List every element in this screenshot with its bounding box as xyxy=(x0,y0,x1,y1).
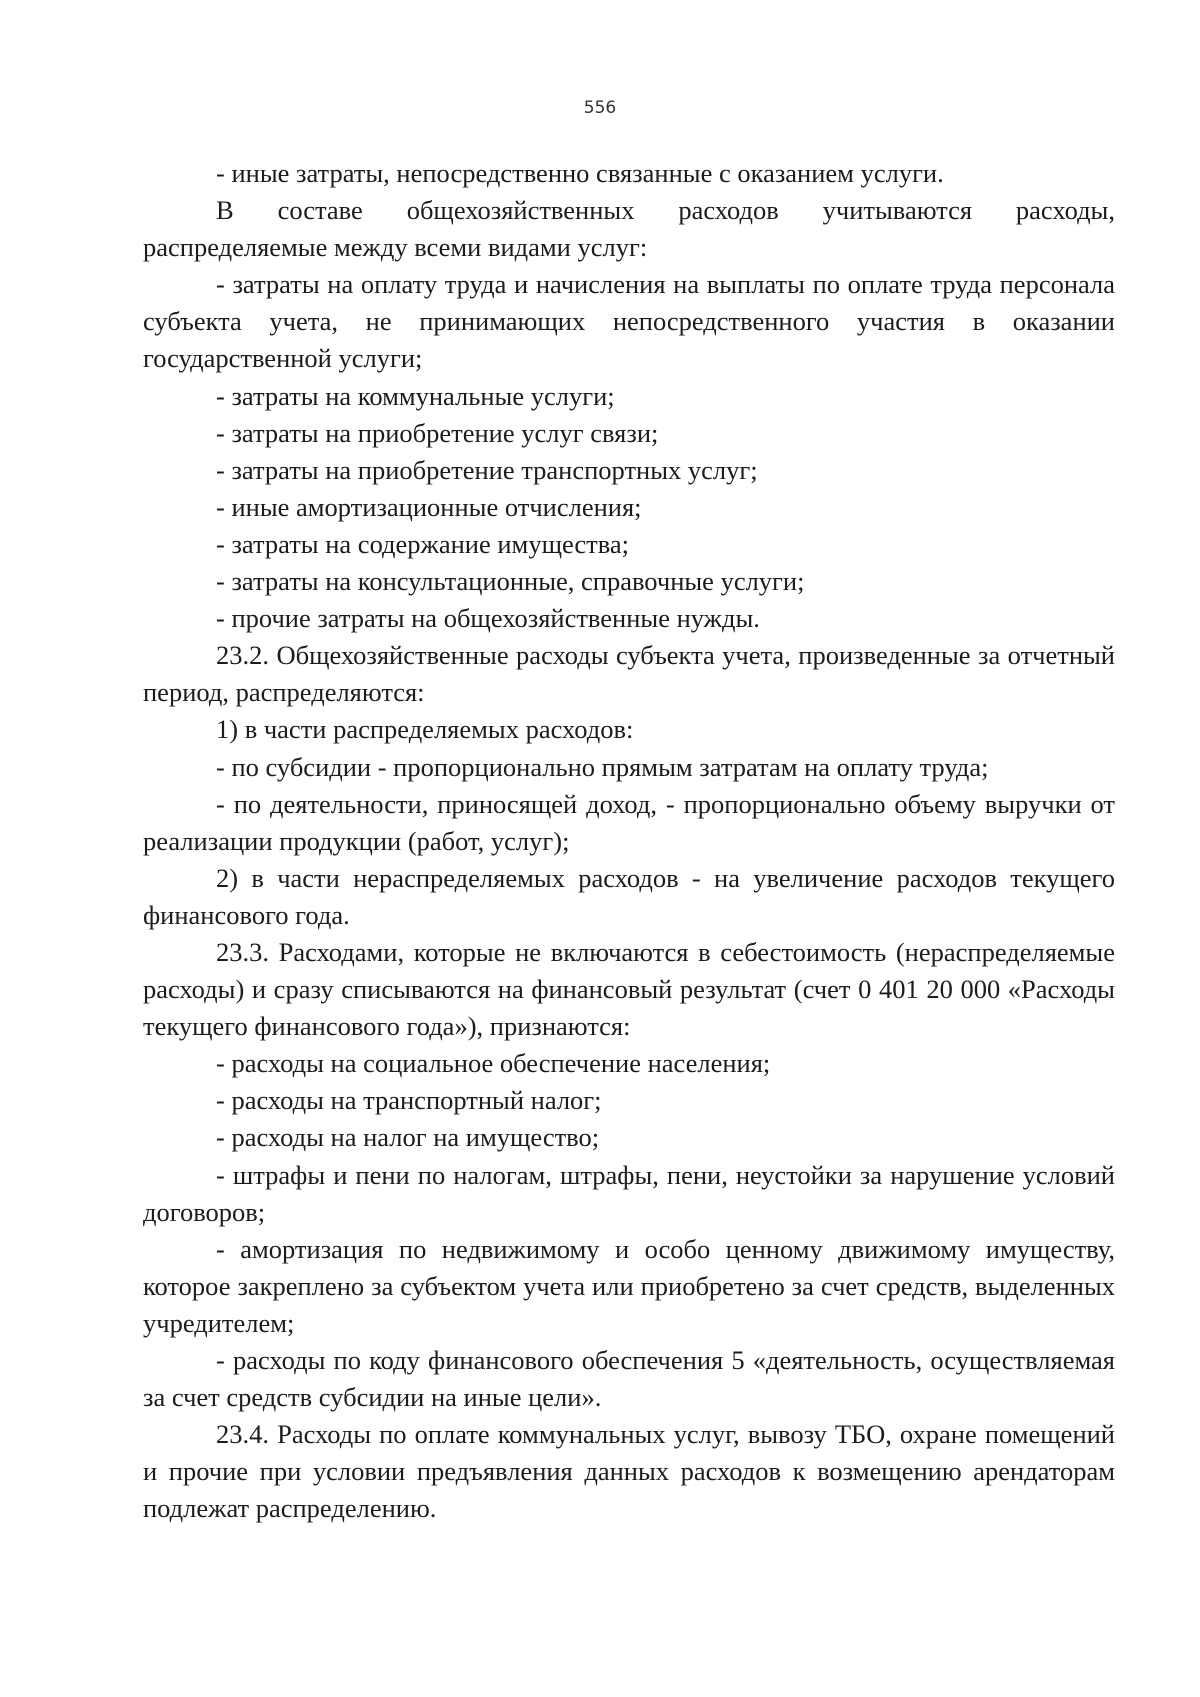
paragraph: - амортизация по недвижимому и особо ценному движимому имуществу, которое закреплено за субъектом учета или приобретено за счет средств, выделенных учредителем; xyxy=(143,1233,1115,1338)
paragraph: - затраты на консультационные, справочные услуги; xyxy=(216,566,805,597)
paragraph: - по деятельности, приносящей доход, - пропорционально объему выручки от реализации продукции (работ, услуг); xyxy=(143,788,1115,856)
paragraph: 1) в части распределяемых расходов: xyxy=(216,714,634,745)
paragraph: - прочие затраты на общехозяйственные нужды. xyxy=(216,603,760,634)
paragraph: - затраты на приобретение транспортных услуг; xyxy=(216,454,758,485)
paragraph: - иные амортизационные отчисления; xyxy=(216,491,642,522)
paragraph: - затраты на содержание имущества; xyxy=(216,528,630,559)
page-number: 556 xyxy=(583,98,617,118)
paragraph: - по субсидии - пропорционально прямым затратам на оплату труда; xyxy=(216,751,989,782)
paragraph: В составе общехозяйственных расходов учитываются расходы, распределяемые между всеми видами услуг: xyxy=(143,195,1115,263)
paragraph: - расходы на социальное обеспечение населения; xyxy=(216,1048,771,1079)
paragraph: 2) в части нераспределяемых расходов - на увеличение расходов текущего финансового года. xyxy=(143,862,1115,930)
paragraph: - штрафы и пени по налогам, штрафы, пени, неустойки за нарушение условий договоров; xyxy=(143,1159,1115,1227)
paragraph: - расходы на транспортный налог; xyxy=(216,1085,602,1116)
paragraph: - расходы на налог на имущество; xyxy=(216,1122,600,1153)
paragraph: - затраты на приобретение услуг связи; xyxy=(216,417,659,448)
paragraph: - затраты на оплату труда и начисления на выплаты по оплате труда персонала субъекта учета, не принимающих непосредственного участия в оказании государственной услуги; xyxy=(143,269,1115,374)
paragraph: - затраты на коммунальные услуги; xyxy=(216,380,615,411)
paragraph: 23.4. Расходы по оплате коммунальных услуг, вывозу ТБО, охране помещений и прочие при условии предъявления данных расходов к возмещению арендаторам подлежат распределению. xyxy=(143,1419,1115,1524)
paragraph: - расходы по коду финансового обеспечения 5 «деятельность, осуществляемая за счет средств субсидии на иные цели». xyxy=(143,1345,1115,1413)
paragraph: 23.2. Общехозяйственные расходы субъекта учета, произведенные за отчетный период, распределяются: xyxy=(143,640,1115,708)
paragraph: 23.3. Расходами, которые не включаются в себестоимость (нераспределяемые расходы) и сразу списываются на финансовый результат (счет 0 401 20 000 «Расходы текущего финансового года»), признаются: xyxy=(143,936,1115,1042)
paragraph: - иные затраты, непосредственно связанные с оказанием услуги. xyxy=(216,158,944,188)
document-body xyxy=(143,155,1115,1527)
